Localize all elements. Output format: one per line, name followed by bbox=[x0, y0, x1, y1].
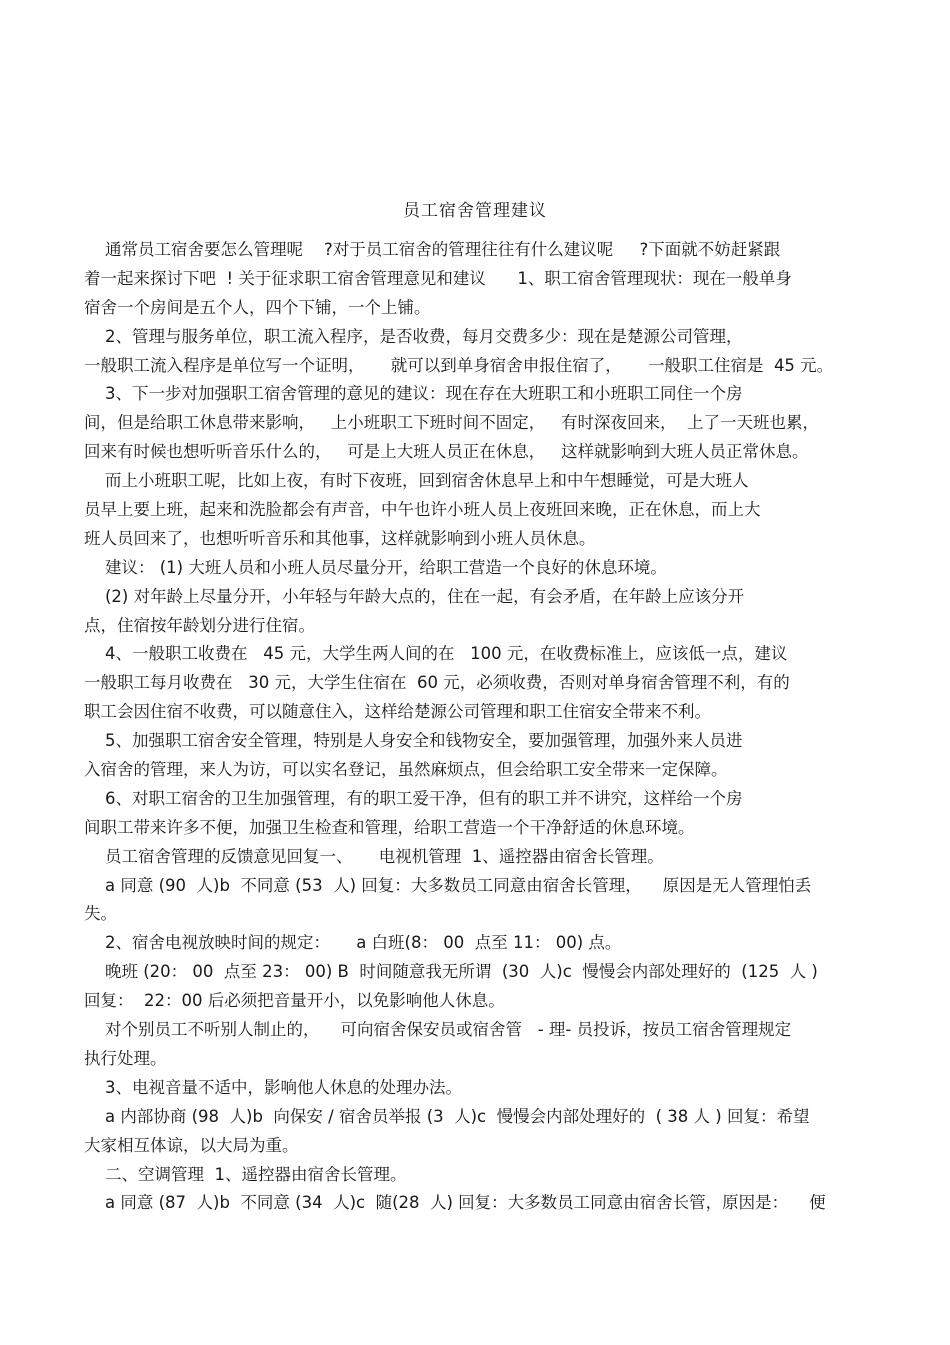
text-line: (2) 对年龄上尽量分开，小年轻与年龄大点的，住在一起，有会矛盾，在年龄上应该分开 bbox=[84, 586, 745, 606]
text-line: 回复： 22：00 后必须把音量开小，以免影响他人休息。 bbox=[84, 991, 505, 1011]
text-line: 2、宿舍电视放映时间的规定： a 白班(8： 00 点至 11： 00) 点。 bbox=[84, 933, 622, 953]
text-line: 一般职工每月收费在 30 元，大学生住宿在 60 元，必须收费，否则对单身宿舍管理不利，有的 bbox=[84, 673, 790, 693]
text-line: 3、电视音量不适中，影响他人休息的处理办法。 bbox=[84, 1077, 462, 1097]
text-line: 一般职工流入程序是单位写一个证明， 就可以到单身宿舍申报住宿了， 一般职工住宿是 45 元。 bbox=[84, 355, 834, 375]
text-line: 员早上要上班，起来和洗脸都会有声音，中午也许小班人员上夜班回来晚，正在休息，而上大 bbox=[84, 500, 761, 520]
text-line: 通常员工宿舍要怎么管理呢 ?对于员工宿舍的管理往往有什么建议呢 ?下面就不妨赶紧跟 bbox=[84, 240, 781, 259]
text-line: 班人员回来了，也想听听音乐和其他事，这样就影响到小班人员休息。 bbox=[84, 528, 596, 548]
text-line: 4、一般职工收费在 45 元，大学生两人间的在 100 元，在收费标准上，应该低一点，建议 bbox=[84, 644, 788, 664]
text-line: 失。 bbox=[84, 904, 117, 924]
text-line: 6、对职工宿舍的卫生加强管理，有的职工爱干净，但有的职工并不讲究，这样给一个房 bbox=[84, 788, 743, 808]
text-line: 间职工带来许多不便，加强卫生检查和管理，给职工营造一个干净舒适的休息环境。 bbox=[84, 817, 695, 837]
text-line: 3、下一步对加强职工宿舍管理的意见的建议：现在存在大班职工和小班职工同住一个房 bbox=[84, 384, 743, 404]
text-line: 对个别员工不听别人制止的， 可向宿舍保安员或宿舍管 - 理- 员投诉，按员工宿舍管理规定 bbox=[84, 1020, 792, 1040]
document-title: 员工宿舍管理建议 bbox=[403, 201, 547, 221]
text-line: a 同意 (90 人)b 不同意 (53 人) 回复：大多数员工同意由宿舍长管理， 原因是无人管理怕丢 bbox=[84, 875, 812, 895]
text-line: 间，但是给职工休息带来影响， 上小班职工下班时间不固定， 有时深夜回来， 上了一天班也累， bbox=[84, 413, 819, 433]
text-line: 晚班 (20： 00 点至 23： 00) B 时间随意我无所谓 (30 人)c 慢慢会内部处理好的 (125 人 ) bbox=[84, 962, 818, 982]
text-line: 职工会因住宿不收费，可以随意住入，这样给楚源公司管理和职工住宿安全带来不利。 bbox=[84, 702, 711, 722]
text-line: 着一起来探讨下吧 ! 关于征求职工宿舍管理意见和建议 1、职工宿舍管理现状：现在一般单身 bbox=[84, 268, 792, 288]
text-line: 大家相互体谅，以大局为重。 bbox=[84, 1135, 299, 1155]
text-line: a 内部协商 (98 人)b 向保安 / 宿舍员举报 (3 人)c 慢慢会内部处理好的 ( 38 人 ) 回复：希望 bbox=[84, 1106, 810, 1126]
text-line: a 同意 (87 人)b 不同意 (34 人)c 随(28 人) 回复：大多数员工同意由宿舍长管，原因是： 便 bbox=[84, 1193, 826, 1213]
text-line: 点，住宿按年龄划分进行住宿。 bbox=[84, 615, 315, 635]
document-body bbox=[84, 236, 870, 1218]
text-line: 二、空调管理 1、遥控器由宿舍长管理。 bbox=[84, 1164, 407, 1184]
text-line: 5、加强职工宿舍安全管理，特别是人身安全和钱物安全，要加强管理，加强外来人员进 bbox=[84, 731, 743, 751]
text-line: 员工宿舍管理的反馈意见回复一、 电视机管理 1、遥控器由宿舍长管理。 bbox=[84, 846, 664, 866]
text-line: 而上小班职工呢，比如上夜，有时下夜班，回到宿舍休息早上和中午想睡觉，可是大班人 bbox=[84, 471, 749, 491]
text-line: 回来有时候也想听听音乐什么的， 可是上大班人员正在休息， 这样就影响到大班人员正常休息。 bbox=[84, 442, 809, 462]
text-line: 2、管理与服务单位，职工流入程序，是否收费，每月交费多少：现在是楚源公司管理， bbox=[84, 326, 743, 346]
text-line: 宿舍一个房间是五个人，四个下铺，一个上铺。 bbox=[84, 297, 431, 317]
text-line: 入宿舍的管理，来人为访，可以实名登记，虽然麻烦点，但会给职工安全带来一定保障。 bbox=[84, 760, 728, 780]
text-line: 执行处理。 bbox=[84, 1048, 167, 1068]
text-line: 建议： (1) 大班人员和小班人员尽量分开，给职工营造一个良好的休息环境。 bbox=[84, 557, 667, 577]
